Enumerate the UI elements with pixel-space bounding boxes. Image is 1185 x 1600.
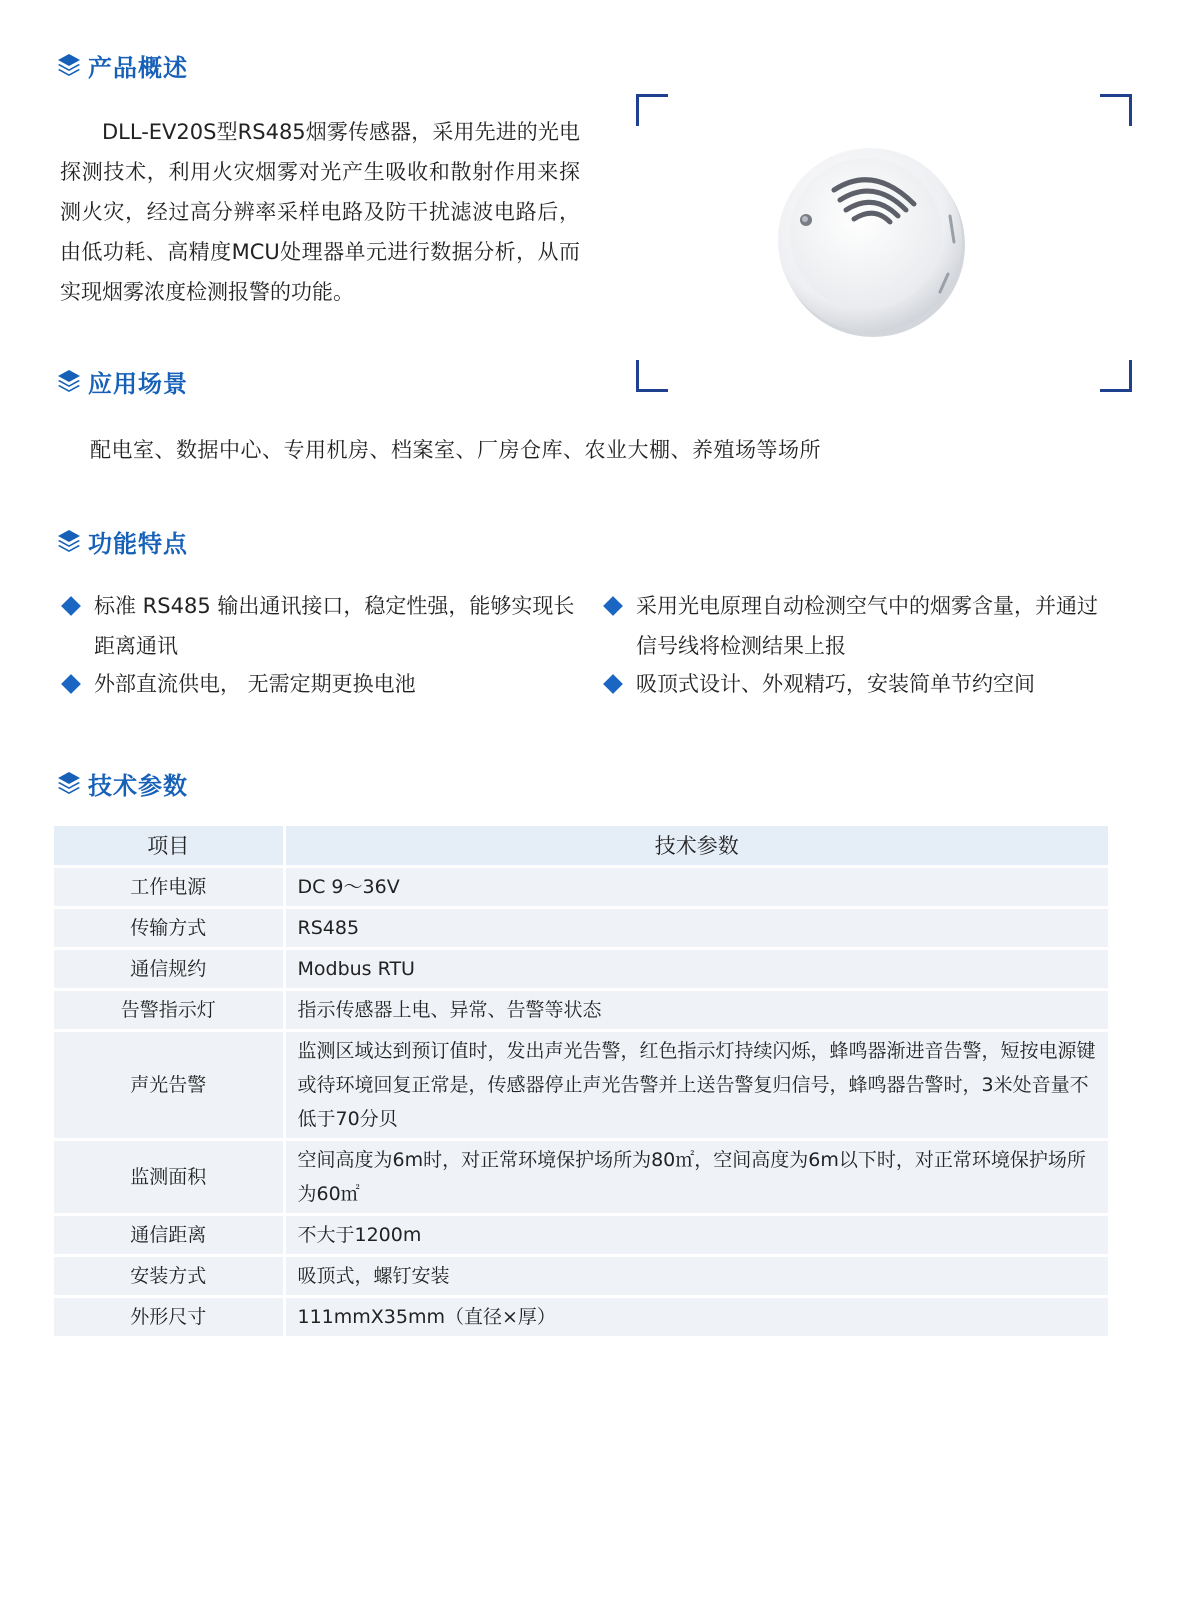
table-row [54, 1255, 1108, 1296]
table-row [54, 989, 1108, 1030]
layers-icon [56, 528, 82, 554]
feature-item [56, 586, 576, 666]
param-value: DC 9～36V [284, 866, 1108, 907]
overview-paragraph: DLL-EV20S型RS485烟雾传感器，采用先进的光电探测技术，利用火灾烟雾对光产生吸收和散射作用来探测火灾，经过高分辨率采样电路及防干扰滤波电路后，由低功耗、高精度MCU处理器单元进行数据分析，从而实现烟雾浓度检测报警的功能。 [60, 120, 580, 304]
feature-item [56, 664, 576, 704]
param-name: 通信距离 [54, 1214, 284, 1255]
layers-icon [56, 770, 82, 796]
param-value: RS485 [284, 907, 1108, 948]
smoke-detector-image [774, 144, 970, 340]
table-row [54, 1214, 1108, 1255]
table-row [54, 1139, 1108, 1214]
param-name: 传输方式 [54, 907, 284, 948]
diamond-bullet-icon [603, 674, 623, 694]
param-value: 吸顶式，螺钉安装 [284, 1255, 1108, 1296]
param-name: 工作电源 [54, 866, 284, 907]
column-header: 技术参数 [284, 826, 1108, 866]
layers-icon [56, 52, 82, 78]
feature-text: 外部直流供电， 无需定期更换电池 [94, 672, 416, 696]
section-title-label: 产品概述 [88, 53, 188, 82]
param-name: 外形尺寸 [54, 1296, 284, 1336]
param-value: 111mmX35mm（直径×厚） [284, 1296, 1108, 1336]
table-row [54, 1296, 1108, 1336]
param-value: 指示传感器上电、异常、告警等状态 [284, 989, 1108, 1030]
param-name: 告警指示灯 [54, 989, 284, 1030]
param-name: 安装方式 [54, 1255, 284, 1296]
param-value: 不大于1200m [284, 1214, 1108, 1255]
diamond-bullet-icon [603, 596, 623, 616]
feature-item [598, 664, 1118, 704]
diamond-bullet-icon [61, 674, 81, 694]
table-row [54, 907, 1108, 948]
table-row [54, 1030, 1108, 1139]
param-value: 空间高度为6m时，对正常环境保护场所为80㎡，空间高度为6m以下时，对正常环境保护场所为60㎡ [284, 1139, 1108, 1214]
feature-text: 标准 RS485 输出通讯接口，稳定性强，能够实现长距离通讯 [94, 594, 575, 658]
table-row [54, 866, 1108, 907]
params-table [54, 826, 1108, 1336]
param-name: 监测面积 [54, 1139, 284, 1214]
param-name: 声光告警 [54, 1030, 284, 1139]
param-value: 监测区域达到预订值时，发出声光告警，红色指示灯持续闪烁，蜂鸣器渐进音告警，短按电源键或待环境回复正常是，传感器停止声光告警并上送告警复归信号，蜂鸣器告警时，3米处音量不低于70分贝 [284, 1030, 1108, 1139]
section-title-applications [56, 364, 188, 398]
section-title-params [56, 766, 188, 800]
frame-corner-top-right [1100, 94, 1132, 126]
feature-item [598, 586, 1118, 666]
param-value: Modbus RTU [284, 948, 1108, 989]
layers-icon [56, 368, 82, 394]
section-title-label: 技术参数 [88, 771, 188, 800]
diamond-bullet-icon [61, 596, 81, 616]
applications-text: 配电室、数据中心、专用机房、档案室、厂房仓库、农业大棚、养殖场等场所 [90, 438, 821, 462]
frame-corner-bottom-right [1100, 360, 1132, 392]
table-header-row [54, 826, 1108, 866]
column-header: 项目 [54, 826, 284, 866]
section-title-overview [56, 48, 188, 82]
frame-corner-top-left [636, 94, 668, 126]
product-photo-frame [636, 94, 1132, 392]
param-name: 通信规约 [54, 948, 284, 989]
section-title-label: 应用场景 [88, 369, 188, 398]
feature-text: 采用光电原理自动检测空气中的烟雾含量，并通过信号线将检测结果上报 [636, 594, 1098, 658]
section-title-label: 功能特点 [88, 529, 188, 558]
frame-corner-bottom-left [636, 360, 668, 392]
table-row [54, 948, 1108, 989]
feature-text: 吸顶式设计、外观精巧，安装简单节约空间 [636, 672, 1035, 696]
section-title-features [56, 524, 188, 558]
